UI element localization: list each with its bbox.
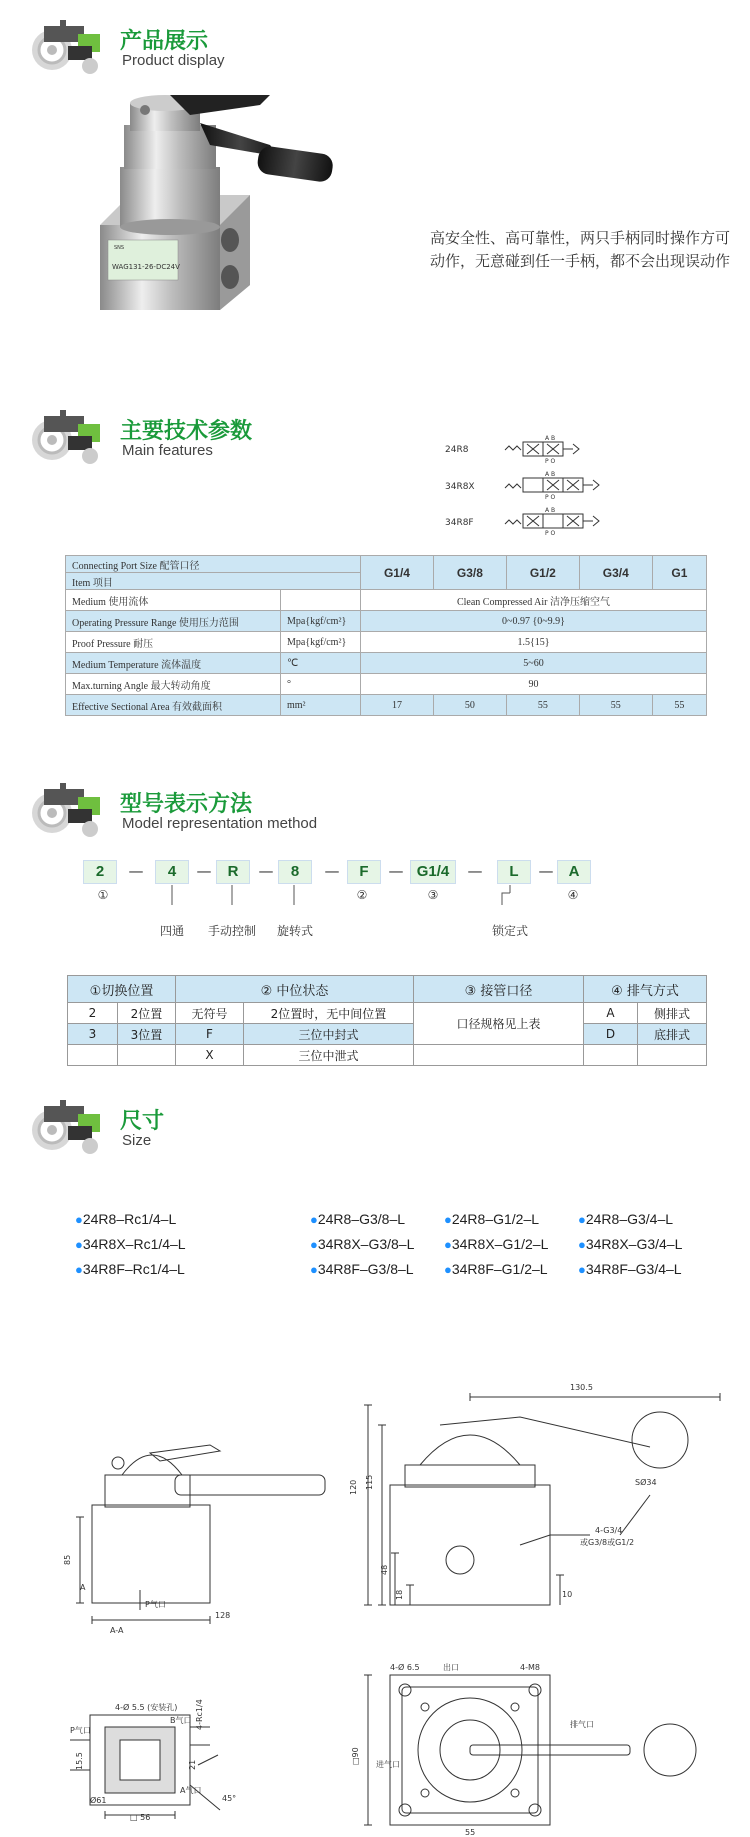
dim-label: 4-M8 xyxy=(520,1663,540,1672)
dim-label: 115 xyxy=(365,1474,374,1490)
dim-label: □ 56 xyxy=(130,1813,151,1822)
model-part: 8 xyxy=(278,860,312,884)
table-row xyxy=(68,1003,707,1024)
spec-value: 0~0.97 {0~9.9} xyxy=(361,611,707,632)
spec-value: 55 xyxy=(506,695,579,716)
model-part: A xyxy=(557,860,591,884)
dim-label: 4-Ø 6.5 xyxy=(390,1663,420,1672)
table-cell: A xyxy=(584,1003,638,1024)
model-separator: — xyxy=(128,862,144,880)
spec-row xyxy=(66,695,707,716)
spec-value: 17 xyxy=(361,695,434,716)
list-item: ●24R8–Rc1/4–L xyxy=(75,1211,177,1227)
table-cell: 三位中泄式 xyxy=(244,1045,414,1066)
model-part: F xyxy=(347,860,381,884)
section-header-size xyxy=(30,1100,330,1160)
svg-text:P O: P O xyxy=(545,530,556,537)
dim-label: 排气口 xyxy=(570,1720,594,1729)
section-title: 型号表示方法 xyxy=(120,792,253,817)
model-table-header: ③ 接管口径 xyxy=(414,976,584,1003)
dim-label: 进气口 xyxy=(376,1760,400,1769)
table-cell: 底排式 xyxy=(638,1024,707,1045)
dim-label: 21 xyxy=(188,1759,197,1770)
list-item: ●34R8X–G3/4–L xyxy=(578,1236,683,1252)
dim-label: A xyxy=(80,1583,86,1592)
model-separator: — xyxy=(324,862,340,880)
spec-row xyxy=(66,611,707,632)
symbol-diagrams xyxy=(445,432,625,552)
dim-label: A-A xyxy=(110,1626,124,1635)
section-header-model xyxy=(30,783,330,843)
spec-size-header: G1/4 xyxy=(361,556,434,590)
model-list-col xyxy=(578,1207,682,1282)
spec-size-header: G3/8 xyxy=(433,556,506,590)
table-row xyxy=(68,1045,707,1066)
model-part: 2 xyxy=(83,860,117,884)
svg-text:A B: A B xyxy=(545,507,556,514)
table-cell: X xyxy=(176,1045,244,1066)
dim-label: 出口 xyxy=(443,1663,459,1672)
model-table-header: ② 中位状态 xyxy=(176,976,414,1003)
product-description: 高安全性、高可靠性，两只手柄同时操作方可动作，无意碰到任一手柄，都不会出现误动作 xyxy=(430,229,731,270)
svg-text:P O: P O xyxy=(545,494,556,501)
product-photo xyxy=(100,95,360,310)
section-subtitle: Size xyxy=(122,1132,152,1149)
model-label: 旋转式 xyxy=(276,924,313,938)
list-item: ●34R8X–G1/2–L xyxy=(444,1236,549,1252)
spec-unit: Mpa{kgf/cm²} xyxy=(281,632,361,653)
section-title: 主要技术参数 xyxy=(120,419,253,444)
section-header-features xyxy=(30,410,330,470)
model-list-col xyxy=(310,1207,414,1282)
circle-label: ④ xyxy=(567,888,579,902)
spec-value: 55 xyxy=(652,695,706,716)
table-cell: 三位中封式 xyxy=(244,1024,414,1045)
symbol-label: 34R8F xyxy=(445,518,474,528)
symbol-label: 24R8 xyxy=(445,445,469,455)
dim-label: 48 xyxy=(380,1564,389,1575)
gear-logo-icon xyxy=(30,20,120,78)
table-row xyxy=(68,1024,707,1045)
table-cell: 3 xyxy=(68,1024,118,1045)
gear-logo-icon xyxy=(30,1100,120,1158)
model-label: 四通 xyxy=(159,924,184,938)
gear-logo-icon xyxy=(30,410,120,468)
table-cell: F xyxy=(176,1024,244,1045)
spec-unit: ° xyxy=(281,674,361,695)
dim-label: P气口 xyxy=(70,1726,91,1735)
table-cell: D xyxy=(584,1024,638,1045)
model-separator: — xyxy=(196,862,212,880)
dim-label: 4-Rc1/4 xyxy=(195,1699,204,1730)
dim-label: B气口 xyxy=(170,1716,192,1725)
model-table-wrap xyxy=(67,975,707,1062)
dim-label: 4-G3/4 xyxy=(595,1526,623,1535)
symbol-label: 34R8X xyxy=(445,482,475,492)
dim-label: 120 xyxy=(349,1479,358,1495)
list-item: ●34R8F–G3/8–L xyxy=(310,1261,414,1277)
section-subtitle: Model representation method xyxy=(122,815,318,832)
spec-size-header: G3/4 xyxy=(579,556,652,590)
dim-label: 55 xyxy=(465,1828,476,1837)
dim-label: 130.5 xyxy=(570,1383,593,1392)
spec-table xyxy=(65,555,707,716)
spec-row xyxy=(66,590,707,611)
spec-row xyxy=(66,674,707,695)
table-cell: 口径规格见上表 xyxy=(414,1003,584,1045)
dim-label: SØ34 xyxy=(635,1478,657,1487)
circle-label: ③ xyxy=(427,888,439,902)
model-separator: — xyxy=(388,862,404,880)
model-part: 4 xyxy=(155,860,189,884)
model-list-col xyxy=(75,1207,186,1282)
model-label: 锁定式 xyxy=(491,924,528,938)
svg-text:A B: A B xyxy=(545,435,556,442)
spec-item: Operating Pressure Range 使用压力范围 xyxy=(66,611,281,632)
dim-label: □90 xyxy=(351,1747,360,1765)
list-item: ●34R8F–Rc1/4–L xyxy=(75,1261,185,1277)
valve-label-text: WAG131-26-DC24V xyxy=(112,263,180,271)
model-separator: — xyxy=(467,862,483,880)
table-cell: 无符号 xyxy=(176,1003,244,1024)
dim-label: 15.5 xyxy=(75,1752,84,1770)
svg-text:P O: P O xyxy=(545,458,556,465)
spec-size-header: G1 xyxy=(652,556,706,590)
dim-label: P气口 xyxy=(145,1600,166,1609)
spec-unit: Mpa{kgf/cm²} xyxy=(281,611,361,632)
model-table xyxy=(67,975,707,1066)
spec-row xyxy=(66,632,707,653)
model-leader-lines xyxy=(150,885,520,915)
spec-item: Medium 使用流体 xyxy=(66,590,281,611)
spec-item: Max.turning Angle 最大转动角度 xyxy=(66,674,281,695)
section-title: 产品展示 xyxy=(120,29,209,54)
section-subtitle: Product display xyxy=(122,52,225,69)
table-cell: 3位置 xyxy=(118,1024,176,1045)
spec-item: Medium Temperature 流体温度 xyxy=(66,653,281,674)
list-item: ●34R8F–G3/4–L xyxy=(578,1261,682,1277)
dim-label: Ø61 xyxy=(90,1796,107,1805)
dim-label: 128 xyxy=(215,1611,231,1620)
list-item: ●34R8X–G3/8–L xyxy=(310,1236,415,1252)
spec-value: 55 xyxy=(579,695,652,716)
list-item: ●34R8F–G1/2–L xyxy=(444,1261,548,1277)
table-cell: 2位置时，无中间位置 xyxy=(244,1003,414,1024)
dim-label: 85 xyxy=(63,1554,72,1565)
table-cell: 2位置 xyxy=(118,1003,176,1024)
spec-item: Proof Pressure 耐压 xyxy=(66,632,281,653)
model-separator: — xyxy=(538,862,554,880)
dim-label: 18 xyxy=(395,1589,404,1600)
spec-value: 90 xyxy=(361,674,707,695)
spec-header-item: Item 项目 xyxy=(66,573,361,590)
technical-drawings xyxy=(50,1375,730,1837)
model-part: R xyxy=(216,860,250,884)
list-item: ●24R8–G1/2–L xyxy=(444,1211,540,1227)
circle-label: ② xyxy=(356,888,368,902)
model-table-header: ④ 排气方式 xyxy=(584,976,707,1003)
table-cell: 2 xyxy=(68,1003,118,1024)
table-cell: 侧排式 xyxy=(638,1003,707,1024)
circle-label: ① xyxy=(97,888,109,902)
list-item: ●24R8–G3/4–L xyxy=(578,1211,674,1227)
section-subtitle: Main features xyxy=(122,442,213,459)
spec-size-header: G1/2 xyxy=(506,556,579,590)
dim-label: 10 xyxy=(562,1590,573,1599)
list-item: ●34R8X–Rc1/4–L xyxy=(75,1236,186,1252)
section-title: 尺寸 xyxy=(120,1109,165,1134)
spec-value: 1.5{15} xyxy=(361,632,707,653)
spec-value: 5~60 xyxy=(361,653,707,674)
valve-symbol-icon xyxy=(505,432,625,552)
brand-text: SNS xyxy=(114,245,125,251)
model-label: 手动控制 xyxy=(207,924,256,938)
spec-header-port: Connecting Port Size 配管口径 xyxy=(66,556,361,573)
section-header-product xyxy=(30,20,330,80)
spec-item: Effective Sectional Area 有效截面积 xyxy=(66,695,281,716)
spec-value: 50 xyxy=(433,695,506,716)
spec-value: Clean Compressed Air 洁净压缩空气 xyxy=(361,590,707,611)
dim-label: 或G3/8或G1/2 xyxy=(580,1538,635,1547)
dim-label: 4-Ø 5.5 (安装孔) xyxy=(115,1703,178,1712)
model-list-col xyxy=(444,1207,548,1282)
dim-label: 45° xyxy=(222,1794,237,1803)
model-separator: — xyxy=(258,862,274,880)
spec-unit xyxy=(281,590,361,611)
spec-unit: ℃ xyxy=(281,653,361,674)
gear-logo-icon xyxy=(30,783,120,841)
spec-row xyxy=(66,653,707,674)
model-table-header: ①切换位置 xyxy=(68,976,176,1003)
model-part: G1/4 xyxy=(410,860,456,884)
list-item: ●24R8–G3/8–L xyxy=(310,1211,406,1227)
dim-label: A气口 xyxy=(180,1786,202,1795)
svg-text:A B: A B xyxy=(545,471,556,478)
spec-unit: mm² xyxy=(281,695,361,716)
model-part: L xyxy=(497,860,531,884)
